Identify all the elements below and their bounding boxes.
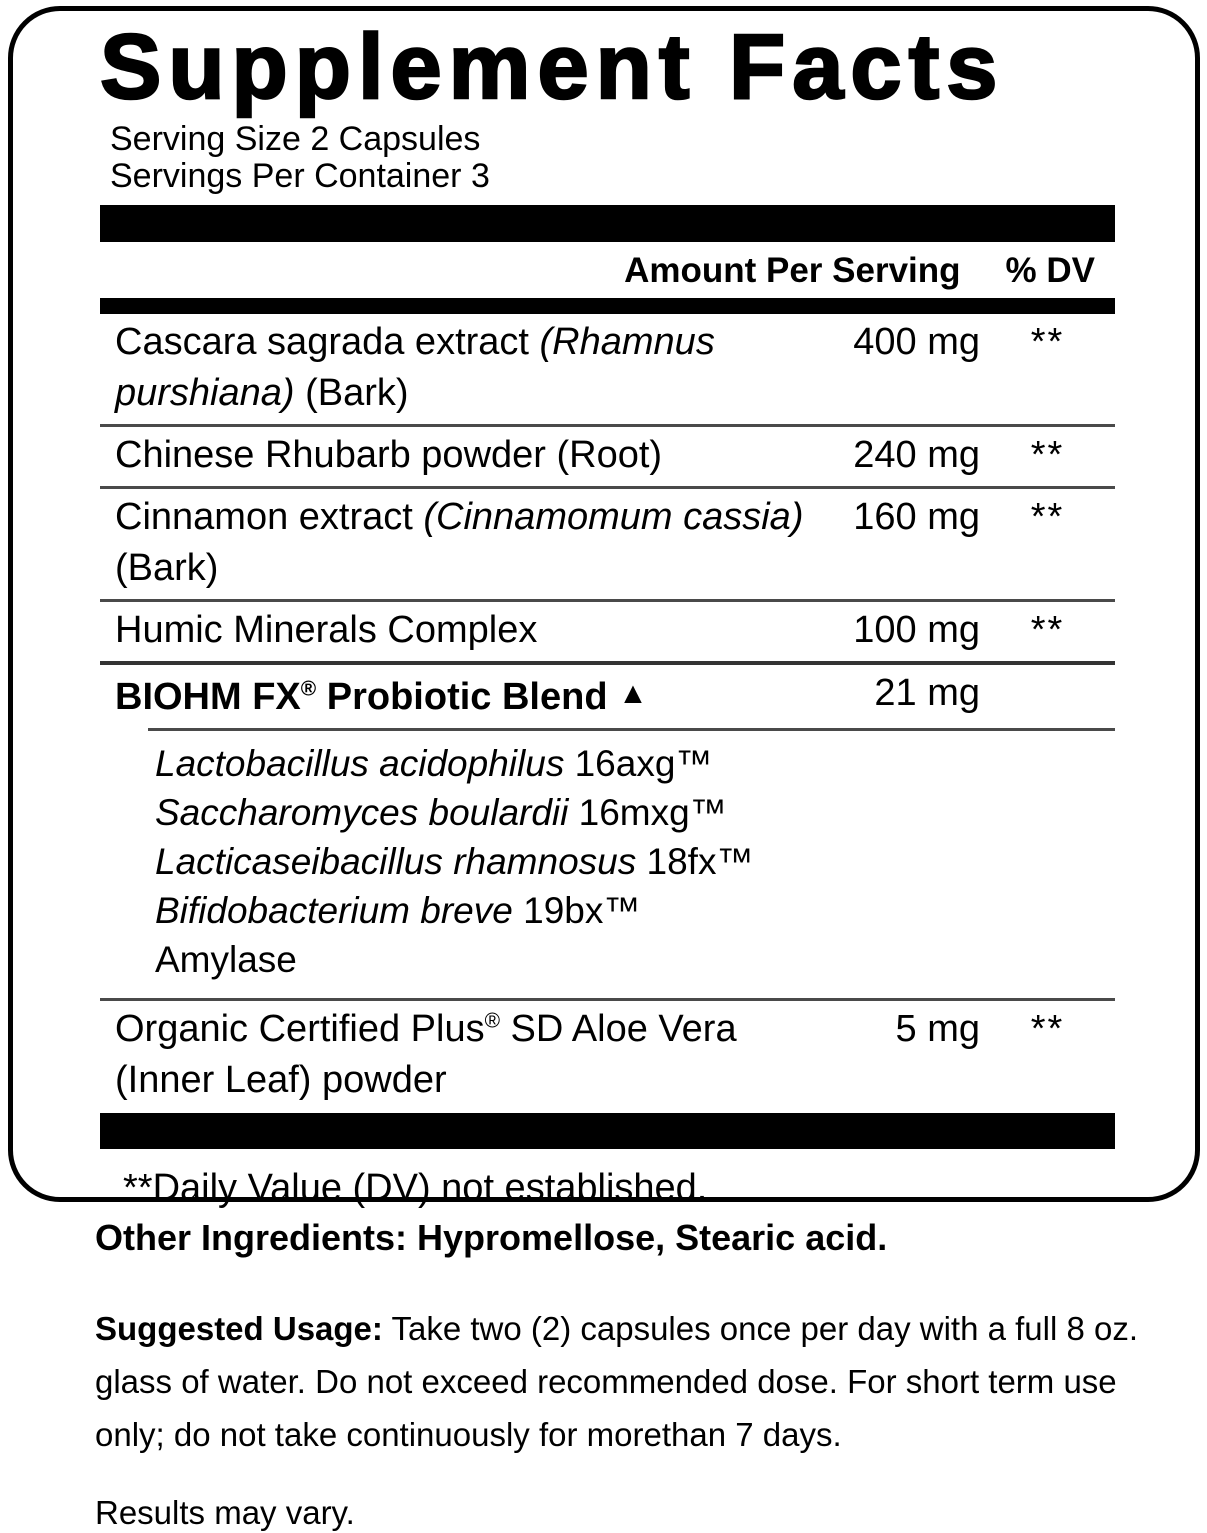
ingredient-row-aloe: [100, 998, 1115, 1111]
amount-per-serving-header: Amount Per Serving: [624, 251, 961, 290]
ingredient-row-humic: [100, 599, 1115, 661]
blend-item: Lactobacillus acidophilus 16axg™: [155, 743, 713, 784]
ingredient-row-cascara: [100, 314, 1115, 424]
suggested-usage-label: Suggested Usage:: [95, 1310, 383, 1347]
ingredient-name: Organic Certified Plus® SD Aloe Vera (Inner Leaf) powder: [115, 1008, 737, 1101]
ingredient-row-rhubarb: [100, 424, 1115, 486]
blend-item: Bifidobacterium breve 19bx™: [155, 890, 641, 931]
percent-dv-header: % DV: [1005, 251, 1095, 290]
other-ingredients: Other Ingredients: Hypromellose, Stearic acid.: [95, 1217, 888, 1258]
results-note: Results may vary.: [95, 1494, 355, 1531]
ingredient-name: Chinese Rhubarb powder (Root): [115, 434, 663, 476]
ingredient-dv: **: [1030, 321, 1065, 363]
trademark-icon: ™: [689, 792, 727, 833]
ingredient-dv: **: [1030, 496, 1065, 538]
ingredient-amount: 100 mg: [853, 609, 980, 651]
ingredient-name: Cascara sagrada extract (Rhamnus purshiana) (Bark): [115, 321, 715, 414]
divider-bar-top: [100, 205, 1115, 242]
ingredient-dv: **: [1030, 434, 1065, 476]
table-header: [100, 242, 1115, 298]
trademark-icon: ™: [716, 841, 754, 882]
serving-size: Serving Size 2 Capsules: [110, 120, 481, 158]
ingredient-dv: **: [1030, 1008, 1065, 1050]
daily-value-footnote: **Daily Value (DV) not established.: [123, 1167, 708, 1209]
ingredient-dv: [980, 668, 1115, 723]
blend-item: Saccharomyces boulardii 16mxg™: [155, 792, 727, 833]
other-ingredients-label: Other Ingredients:: [95, 1217, 408, 1258]
ingredient-name: Cinnamon extract (Cinnamomum cassia) (Bark): [115, 496, 804, 589]
divider-bar-header: [100, 298, 1115, 314]
panel-title: Supplement Facts: [100, 16, 1005, 118]
supplement-facts-panel: [8, 6, 1200, 1209]
ingredient-amount: 400 mg: [853, 321, 980, 363]
divider-bar-bottom: [100, 1113, 1115, 1149]
triangle-marker-icon: ▲: [618, 677, 648, 710]
below-panel-text: [95, 1216, 1173, 1533]
ingredient-name: Humic Minerals Complex: [115, 609, 538, 651]
serving-info: [100, 121, 1115, 195]
ingredient-dv: **: [1030, 609, 1065, 651]
ingredient-amount: 5 mg: [895, 1008, 980, 1050]
probiotic-blend-list: [100, 731, 1115, 998]
registered-trademark-icon: ®: [300, 677, 317, 701]
ingredient-row-cinnamon: [100, 486, 1115, 599]
servings-per-container: Servings Per Container 3: [110, 157, 490, 195]
blend-item: Amylase: [155, 939, 297, 980]
ingredient-amount: 240 mg: [853, 434, 980, 476]
blend-item: Lacticaseibacillus rhamnosus 18fx™: [155, 841, 754, 882]
ingredient-amount: 21 mg: [874, 672, 980, 714]
trademark-icon: ™: [675, 743, 713, 784]
registered-trademark-icon: ®: [484, 1009, 500, 1033]
ingredient-amount: 160 mg: [853, 496, 980, 538]
ingredient-row-probiotic-blend: [100, 661, 1115, 728]
ingredient-name: BIOHM FX® Probiotic Blend ▲: [115, 676, 648, 718]
suggested-usage: Suggested Usage: Take two (2) capsules once per day with a full 8 oz. glass of water. Do not exceed recommended dose. For short term use only; do not take continuously for morethan 7 days.: [95, 1310, 1139, 1453]
trademark-icon: ™: [603, 890, 641, 931]
